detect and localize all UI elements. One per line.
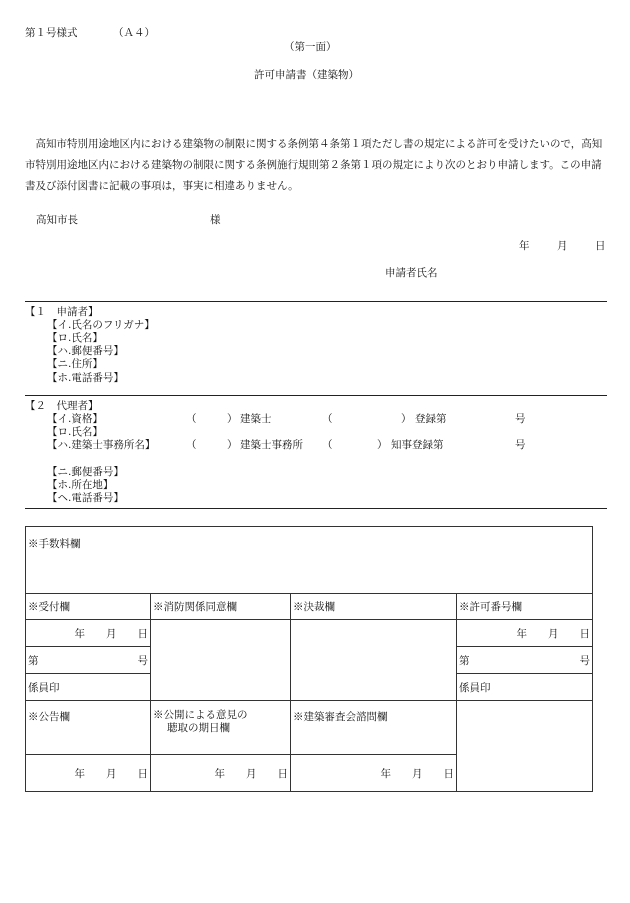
office-paren-open: （ xyxy=(186,439,197,451)
office-use-table xyxy=(25,526,593,792)
office-paren-close: ） xyxy=(227,439,238,451)
architect-label: 建築士 xyxy=(240,413,272,425)
reception-number-prefix: 第 xyxy=(28,654,39,667)
permit-number-suffix: 号 xyxy=(579,654,590,667)
hearing-line-2: 聴取の期日欄 xyxy=(167,722,230,734)
applicant-name-label: 申請者氏名 xyxy=(385,267,438,279)
notice-date: 年 月 日 xyxy=(26,755,151,792)
governor-paren-open: （ xyxy=(322,439,333,451)
governor-registration-label: 知事登録第 xyxy=(391,439,444,451)
intro-text: 高知市特別用途地区内における建築物の制限に関する条例第４条第１項ただし書の規定による許可を受けたいので，高知市特別用途地区内における建築物の制限に関する条例施行規則第２条第１項の規定により次のとおり申請します。この申請書及び添付図書に記載の事項は，事実に相違ありません。 xyxy=(25,138,603,192)
fee-cell: ※手数料欄 xyxy=(26,527,593,594)
blank-cell xyxy=(457,701,593,792)
registration-label: 登録第 xyxy=(415,413,447,425)
permit-number-prefix: 第 xyxy=(459,654,470,667)
notice-row xyxy=(26,701,593,755)
governor-registration-suffix: 号 xyxy=(515,439,526,451)
page-label: （第一面） xyxy=(284,41,337,53)
fire-consent-cell xyxy=(151,620,291,701)
section2-name-label: 【ロ.氏名】 xyxy=(47,426,103,438)
qualification-paren-close: ） xyxy=(227,413,238,425)
fire-consent-header: ※消防関係同意欄 xyxy=(151,594,291,620)
permit-date: 年 月 日 xyxy=(457,620,593,647)
council-header: ※建築審査会諮問欄 xyxy=(291,701,457,755)
section2-qualification-label: 【イ.資格】 xyxy=(47,413,103,425)
section2-office-label: 【ハ.建築士事務所名】 xyxy=(47,439,156,451)
registration-paren-close: ） xyxy=(401,413,412,425)
qualification-paren-open: （ xyxy=(186,413,197,425)
section1-heading: 【１ 申請者】 xyxy=(25,306,99,318)
header-row xyxy=(26,594,593,620)
reception-date: 年 月 日 xyxy=(26,620,151,647)
section1-item-address: 【ニ.住所】 xyxy=(47,358,103,370)
permit-number xyxy=(457,647,593,674)
registration-suffix: 号 xyxy=(515,413,526,425)
divider-top xyxy=(25,301,607,302)
decision-cell xyxy=(291,620,457,701)
governor-paren-close: ） xyxy=(377,439,388,451)
decision-header: ※決裁欄 xyxy=(291,594,457,620)
paper-size: （Ａ４） xyxy=(113,27,155,39)
form-number: 第１号様式 xyxy=(25,27,78,39)
permit-staff-seal: 係員印 xyxy=(457,674,593,701)
hearing-header xyxy=(151,701,291,755)
hearing-date: 年 月 日 xyxy=(151,755,291,792)
council-date: 年 月 日 xyxy=(291,755,457,792)
section2-postal-label: 【ニ.郵便番号】 xyxy=(47,466,124,478)
reception-number-suffix: 号 xyxy=(137,654,148,667)
architect-office-label: 建築士事務所 xyxy=(240,439,303,451)
date-month: 月 xyxy=(557,240,568,252)
date-year: 年 xyxy=(519,240,530,252)
section1-item-phone: 【ホ.電話番号】 xyxy=(47,372,124,384)
intro-paragraph xyxy=(25,134,607,197)
section2-heading: 【２ 代理者】 xyxy=(25,400,99,412)
reception-staff-seal: 係員印 xyxy=(26,674,151,701)
section1-item-furigana: 【イ.氏名のフリガナ】 xyxy=(47,319,155,331)
reception-number xyxy=(26,647,151,674)
section2-address-label: 【ホ.所在地】 xyxy=(47,479,114,491)
permit-number-header: ※許可番号欄 xyxy=(457,594,593,620)
reception-header: ※受付欄 xyxy=(26,594,151,620)
divider-middle xyxy=(25,395,607,396)
divider-bottom xyxy=(25,508,607,509)
section2-phone-label: 【ヘ.電話番号】 xyxy=(47,492,124,504)
notice-header: ※公告欄 xyxy=(26,701,151,755)
fee-row xyxy=(26,527,593,594)
hearing-line-1: ※公開による意見の xyxy=(153,709,248,721)
section1-item-postal: 【ハ.郵便番号】 xyxy=(47,345,124,357)
addressee-honorific: 様 xyxy=(210,214,221,226)
addressee-name: 高知市長 xyxy=(36,214,78,226)
date-row xyxy=(26,620,593,647)
registration-paren-open: （ xyxy=(322,413,333,425)
date-day: 日 xyxy=(595,240,606,252)
document-title: 許可申請書（建築物） xyxy=(254,69,359,81)
section1-item-name: 【ロ.氏名】 xyxy=(47,332,103,344)
